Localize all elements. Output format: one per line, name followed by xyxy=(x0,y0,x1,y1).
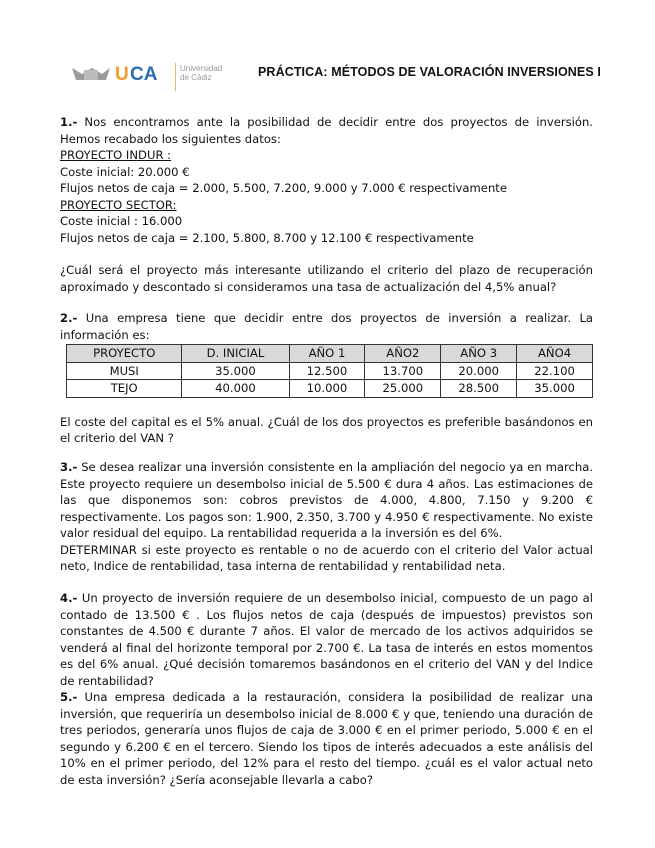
question-text: Un proyecto de inversión requiere de un desembolso inicial, compuesto de un pago al contado de 13.500 € . Los flujos netos de caja (después de impuestos) previstos son constantes de 4.500 € durante 7 años. El valor de mercado de los activos adquiridos se venderá al final del horizonte temporal por 2.700 €. La tasa de interés en estos momentos es del 6% anual. ¿Qué decisión tomaremos basándonos en el criterio del VAN y del Indice de rentabilidad? xyxy=(60,591,594,688)
question-text: ¿Cuál será el proyecto más interesante utilizando el criterio del plazo de recuperación aproximado y descontado si consideramos una tasa de actualización del 4,5% anual? xyxy=(60,263,593,294)
table-cell: 13.700 xyxy=(365,362,441,380)
table-cell: TEJO xyxy=(67,380,182,398)
question-number: 1.- xyxy=(60,115,78,129)
question-text: Se desea realizar una inversión consistente en la ampliación del negocio ya en marcha. Este proyecto requiere un desembolso inicial de 5.500 € dura 4 años. Las estimaciones de las que disponemos son: cobros previstos de 4.000, 4.800, 7.150 y 9.200 € respectivamente. Los pagos son: 1.900, 2.350, 3.700 y 4.950 € respectivamente. No existe valor residual del equipo. La rentabilidad requerida a la inversión es del 6%. xyxy=(60,460,594,540)
table-header: D. INICIAL xyxy=(182,345,289,363)
question-text: El coste del capital es el 5% anual. ¿Cuál de los dos proyectos es preferible basándonos en el criterio del VAN ? xyxy=(60,414,593,445)
project-flows: Flujos netos de caja = 2.000, 5.500, 7.200, 9.000 y 7.000 € respectivamente xyxy=(60,181,507,195)
svg-text:Universidad: Universidad xyxy=(180,64,223,73)
project-title: PROYECTO SECTOR: xyxy=(60,197,177,212)
question-5 xyxy=(60,689,593,788)
table-row xyxy=(67,380,593,398)
table-header-row xyxy=(67,345,593,363)
question-4 xyxy=(60,590,593,689)
table-cell: 35.000 xyxy=(182,362,289,380)
table-row xyxy=(67,362,593,380)
project-cost: Coste inicial : 16.000 xyxy=(60,214,183,228)
question-text: Una empresa dedicada a la restauración, considera la posibilidad de realizar una inversión, que requeriría un desembolso inicial de 8.000 € y que, teniendo una duración de tres periodos, generaría unos flujos de caja de 3.000 € en el primer periodo, 5.000 € en el segundo y 6.200 € en el tercero. Siendo los tipos de interés adecuados a este análisis del 10% en el primer periodo, del 12% para el resto del tiempo. ¿cuál es el valor actual neto de esta inversión? ¿Sería aconsejable llevarla a cabo? xyxy=(60,690,594,787)
table-cell: 20.000 xyxy=(441,362,517,380)
question-number: 3.- xyxy=(60,460,78,474)
table-header: PROYECTO xyxy=(67,345,182,363)
question-2 xyxy=(60,310,593,447)
table-header: AÑO4 xyxy=(517,345,593,363)
question-number: 5.- xyxy=(60,690,78,704)
project-cost: Coste inicial: 20.000 € xyxy=(60,164,190,179)
question-intro: Nos encontramos ante la posibilidad de decidir entre dos proyectos de inversión. Hemos recabado los siguientes datos: xyxy=(60,115,593,146)
question-3 xyxy=(60,459,593,575)
question-intro: Una empresa tiene que decidir entre dos proyectos de inversión a realizar. La información es: xyxy=(60,311,594,342)
table-cell: 35.000 xyxy=(517,380,593,398)
table-cell: 22.100 xyxy=(517,362,593,380)
question-1 xyxy=(60,114,593,295)
svg-text:CA: CA xyxy=(130,64,158,85)
university-logo xyxy=(70,60,250,90)
question-number: 4.- xyxy=(60,591,78,605)
question-determine: DETERMINAR si este proyecto es rentable o no de acuerdo con el criterio del Valor actual neto, Indice de rentabilidad, tasa interna de rentabilidad y rentabilidad neta. xyxy=(60,542,593,573)
projects-table xyxy=(66,344,593,398)
table-cell: 12.500 xyxy=(289,362,365,380)
table-cell: 25.000 xyxy=(365,380,441,398)
question-number: 2.- xyxy=(60,311,78,325)
project-flows: Flujos netos de caja = 2.100, 5.800, 8.700 y 12.100 € respectivamente xyxy=(60,230,474,245)
document-title: PRÁCTICA: MÉTODOS DE VALORACIÓN INVERSIONES I xyxy=(258,65,601,79)
uca-logo-icon xyxy=(70,60,250,94)
svg-text:de Cádiz: de Cádiz xyxy=(180,73,212,82)
svg-text:U: U xyxy=(115,64,129,85)
table-cell: MUSI xyxy=(67,362,182,380)
table-header: AÑO 3 xyxy=(441,345,517,363)
table-cell: 40.000 xyxy=(182,380,289,398)
table-cell: 10.000 xyxy=(289,380,365,398)
table-header: AÑO2 xyxy=(365,345,441,363)
table-header: AÑO 1 xyxy=(289,345,365,363)
table-cell: 28.500 xyxy=(441,380,517,398)
project-title: PROYECTO INDUR : xyxy=(60,148,172,162)
